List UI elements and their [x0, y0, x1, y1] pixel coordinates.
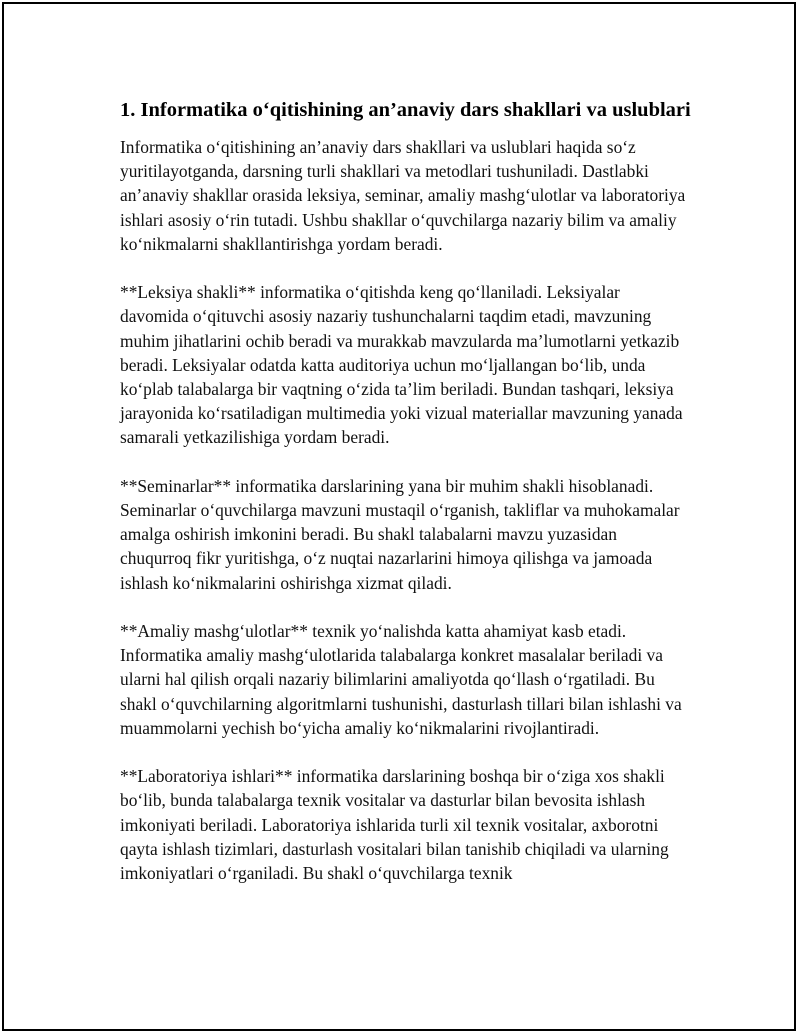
paragraph-introduction: Informatika o‘qitishining an’anaviy dars shakllari va uslublari haqida so‘z yuritilayotganda, darsning turli shakllari va metodlari tushuniladi. Dastlabki an’anaviy shakllar orasida leksiya, seminar, amaliy mashg‘ulotlar va laboratoriya ishlari asosiy o‘rin tutadi. Ushbu shakllar o‘quvchilarga nazariy bilim va amaliy ko‘nikmalarni shakllantirishga yordam beradi. — [120, 137, 686, 254]
paragraph-laboratory-work: **Laboratoriya ishlari** informatika darslarining boshqa bir o‘ziga xos shakli bo‘lib, bunda talabalarga texnik vositalar va dasturlar bilan bevosita ishlash imkoniyati beriladi. Laboratoriya ishlarida turli xil texnik vositalar, axborotni qayta ishlash tizimlari, dasturlash vositalari bilan tanishib chiqiladi va ularning imkoniyatlari o‘rganiladi. Bu shakl o‘quvchilarga texnik — [120, 766, 669, 884]
paragraph-seminars: **Seminarlar** informatika darslarining yana bir muhim shakli hisoblanadi. Seminarlar o‘quvchilarga mavzuni mustaqil o‘rganish, takliflar va muhokamalar amalga oshirish imkonini beradi. Bu shakl talabalarni mavzu yuzasidan chuqurroq fikr yuritishga, o‘z nuqtai nazarlarini himoya qilishga va jamoada ishlash ko‘nikmalarini oshirishga xizmat qiladi. — [120, 475, 680, 593]
paragraph-practical-sessions: **Amaliy mashg‘ulotlar** texnik yo‘nalishda katta ahamiyat kasb etadi. Informatika amaliy mashg‘ulotlarida talabalarga konkret masalalar beriladi va ularni hal qilish orqali nazariy bilimlarini amaliyotda qo‘llash o‘rgatiladi. Bu shakl o‘quvchilarning algoritmlarni tushunishi, dasturlash tillari bilan ishlashi va muammolarni yechish bo‘yicha amaliy ko‘nikmalarini rivojlantiradi. — [120, 621, 682, 738]
section-heading: 1. Informatika o‘qitishining an’anaviy dars shakllari va uslublari — [120, 99, 691, 121]
document-page — [2, 2, 796, 1031]
page-content — [120, 96, 692, 885]
paragraph-lecture: **Leksiya shakli** informatika o‘qitishda keng qo‘llaniladi. Leksiyalar davomida o‘qituvchi asosiy nazariy tushunchalarni taqdim etadi, mavzuning muhim jihatlarini ochib beradi va murakkab mavzularda ma’lumotlarni yetkazib beradi. Leksiyalar odatda katta auditoriya uchun mo‘ljallangan bo‘lib, unda ko‘plab talabalarga bir vaqtning o‘zida ta’lim beriladi. Bundan tashqari, leksiya jarayonida ko‘rsatiladigan multimedia yoki vizual materiallar mavzuning yanada samarali yetkazilishiga yordam beradi. — [120, 282, 683, 448]
